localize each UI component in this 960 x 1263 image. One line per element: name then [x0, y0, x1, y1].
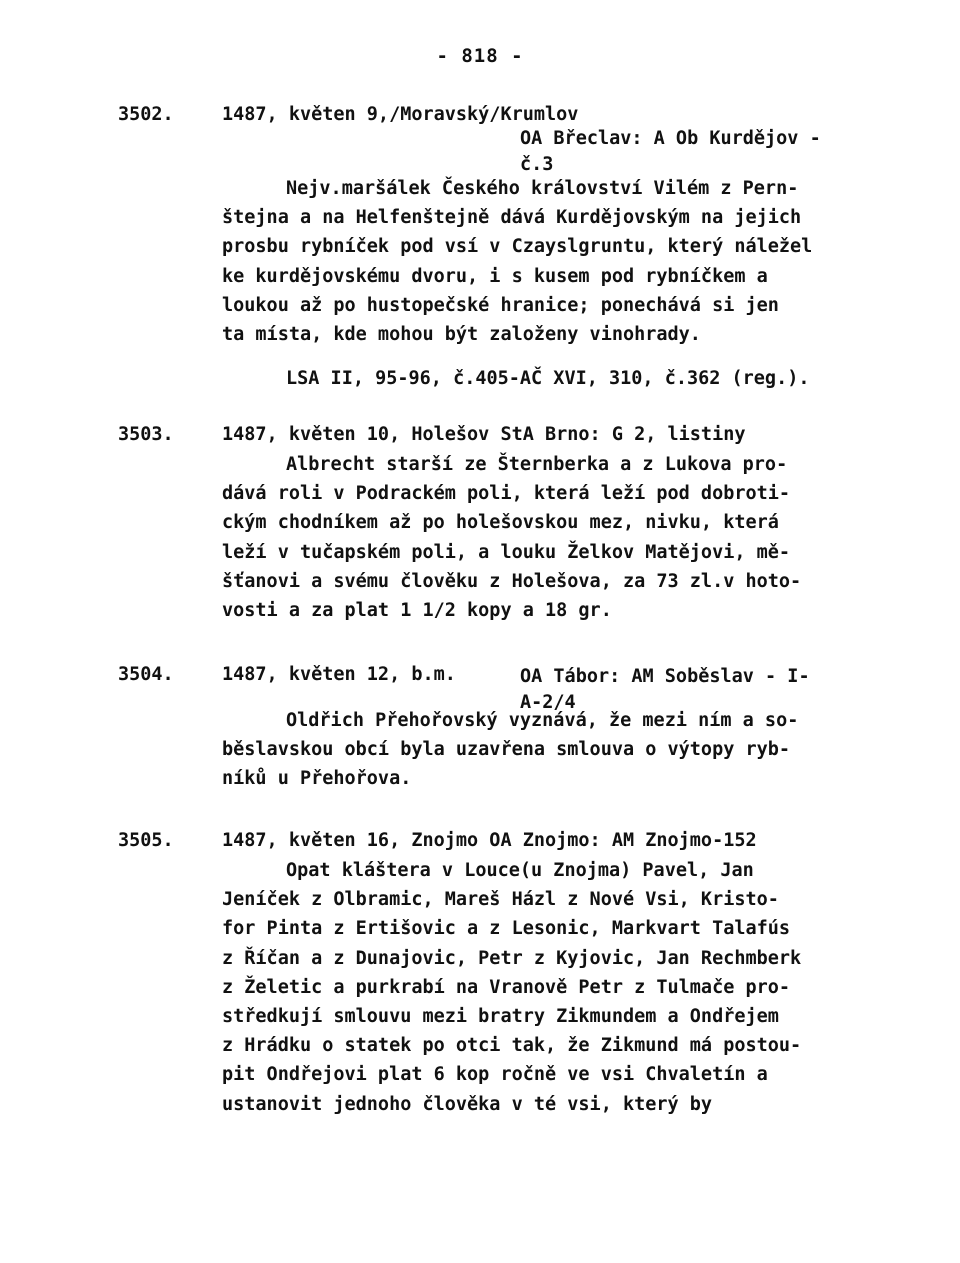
- archive-line: č.3: [520, 154, 554, 175]
- text-line: loukou až po hustopečské hranice; ponechává si jen: [222, 294, 779, 316]
- text-line: vosti a za plat 1 1/2 kopy a 18 gr.: [222, 599, 612, 621]
- text-line: leží v tučapském poli, a louku Želkov Matějovi, mě-: [222, 541, 791, 563]
- entry-regest-text: [222, 174, 842, 349]
- entry-number: 3502.: [118, 104, 174, 125]
- entry-date-place: 1487, květen 10, Holešov StA Brno: G 2, listiny: [222, 424, 746, 445]
- text-line: for Pinta z Ertišovic a z Lesonic, Markvart Talafús: [222, 918, 791, 940]
- text-line: z Hrádku o statek po otci tak, že Zikmund má postou-: [222, 1035, 802, 1057]
- text-line: Nejv.maršálek Českého království Vilém z Pern-: [286, 178, 799, 199]
- text-line: pit Ondřejovi plat 6 kop ročně ve vsi Chvaletín a: [222, 1064, 768, 1086]
- entry-date-place: 1487, květen 12, b.m.: [222, 664, 456, 685]
- entry-number: 3505.: [118, 830, 174, 851]
- text-line: z Říčan a z Dunajovic, Petr z Kyjovic, Jan Rechmberk: [222, 947, 802, 969]
- text-line: níků u Přehořova.: [222, 768, 412, 790]
- text-line: Jeníček z Olbramic, Mareš Házl z Nové Vsi, Kristo-: [222, 889, 779, 911]
- archive-line: A-2/4: [520, 692, 576, 713]
- text-line: dává roli v Podrackém poli, která leží pod dobroti-: [222, 483, 791, 505]
- entry-date-place: 1487, květen 16, Znojmo OA Znojmo: AM Znojmo-152: [222, 830, 757, 851]
- text-line: Oldřich Přehořovský vyznává, že mezi ním a so-: [286, 710, 799, 731]
- text-line: Opat kláštera v Louce(u Znojma) Pavel, Jan: [286, 860, 754, 881]
- entry-regest-text: [222, 856, 842, 1119]
- entry-number: 3503.: [118, 424, 174, 445]
- text-line: středkují smlouvu mezi bratry Zikmundem a Ondřejem: [222, 1005, 779, 1027]
- text-line: z Želetic a purkrabí na Vranově Petr z Tulmače pro-: [222, 976, 791, 998]
- text-line: ustanovit jednoho člověka v té vsi, který by: [222, 1093, 713, 1115]
- text-line: štejna a na Helfenštejně dává Kurdějovským na jejich: [222, 207, 802, 229]
- entry-archive-reference: [520, 126, 840, 178]
- text-line: běslavskou obcí byla uzavřena smlouva o výtopy ryb-: [222, 739, 791, 761]
- text-line: prosbu rybníček pod vsí v Czayslgruntu, který náležel: [222, 236, 813, 258]
- entry-literature-reference: LSA II, 95-96, č.405-AČ XVI, 310, č.362 (reg.).: [286, 368, 810, 389]
- text-line: Albrecht starší ze Šternberka a z Lukova pro-: [286, 454, 788, 475]
- text-line: ckým chodníkem až po holešovskou mez, nivku, která: [222, 512, 779, 534]
- entry-number: 3504.: [118, 664, 174, 685]
- archive-line: OA Tábor: AM Soběslav - I-: [520, 666, 810, 687]
- entry-date-place: 1487, květen 9,/Moravský/Krumlov: [222, 104, 579, 125]
- text-line: ke kurdějovskému dvoru, i s kusem pod rybníčkem a: [222, 265, 768, 287]
- text-line: šťanovi a svému člověku z Holešova, za 73 zl.v hoto-: [222, 570, 802, 592]
- text-line: ta místa, kde mohou být založeny vinohrady.: [222, 323, 701, 345]
- entry-regest-text: [222, 450, 842, 625]
- entry-regest-text: [222, 706, 842, 794]
- archive-line: OA Břeclav: A Ob Kurdějov -: [520, 128, 821, 149]
- page-number: - 818 -: [436, 45, 524, 67]
